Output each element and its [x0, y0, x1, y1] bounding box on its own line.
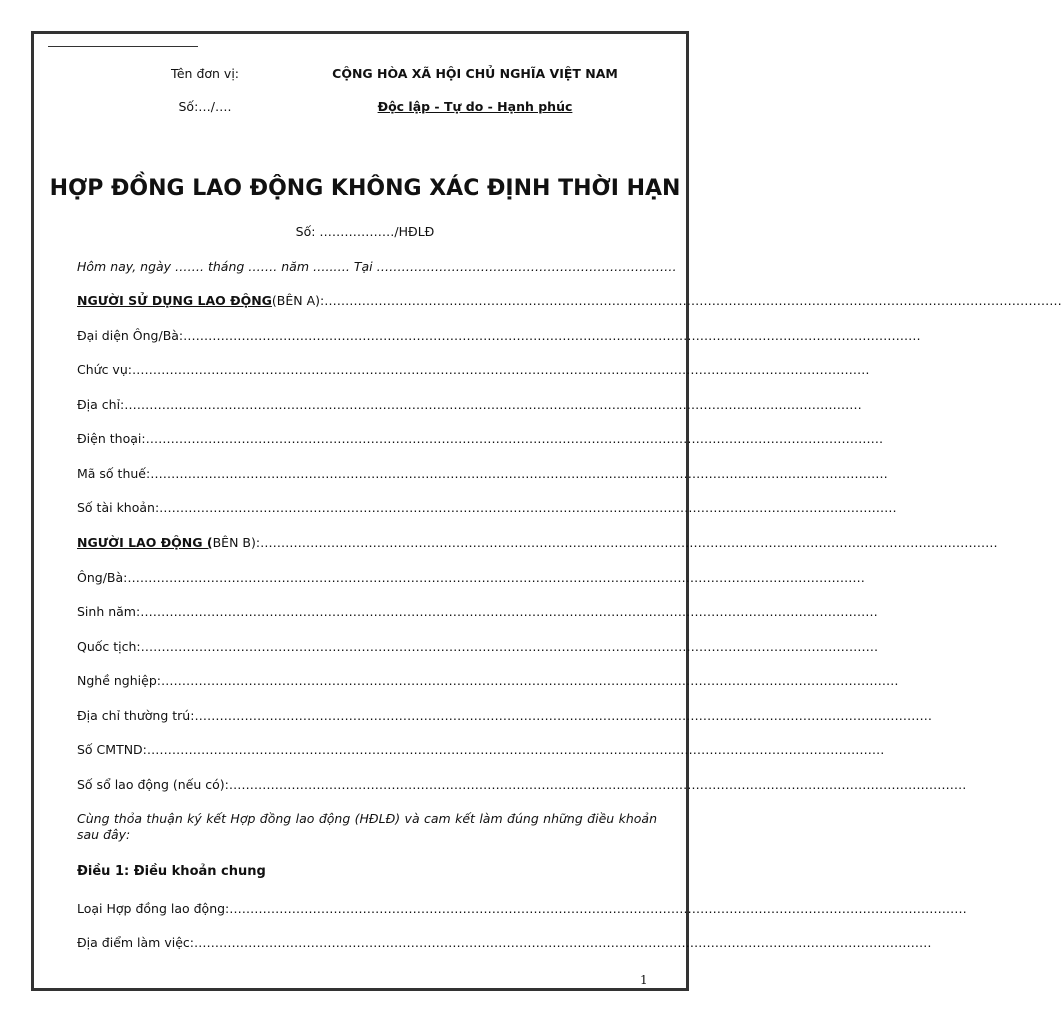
- occupation-row: [77, 673, 899, 689]
- unit-label: Tên đơn vị:: [170, 66, 240, 81]
- birth-year-row: [77, 604, 878, 620]
- birth-year-label: Sinh năm:: [77, 604, 141, 619]
- fill-in-dots[interactable]: ……………………………………………………………………………………………………………………………………………………………: [260, 535, 998, 550]
- phone-row: [77, 431, 884, 447]
- account-field[interactable]: ……………………………………………………………………………………………………………………………………………………………: [159, 500, 897, 515]
- tax-code-row: [77, 466, 888, 482]
- address-field[interactable]: ……………………………………………………………………………………………………………………………………………………………: [124, 397, 862, 412]
- contract-number: Số: ………………/HĐLĐ: [295, 224, 435, 239]
- national-motto: Độc lập - Tự do - Hạnh phúc: [377, 99, 573, 114]
- party-b-heading-suffix: BÊN B):: [212, 535, 261, 550]
- agreement-paragraph: Cùng thỏa thuận ký kết Hợp đồng lao động (HĐLĐ) và cam kết làm đúng những điều khoản sau đây:: [77, 811, 657, 842]
- id-number-label: Số CMTND:: [77, 742, 147, 757]
- name-field[interactable]: ……………………………………………………………………………………………………………………………………………………………: [127, 570, 865, 585]
- residence-field[interactable]: ……………………………………………………………………………………………………………………………………………………………: [194, 708, 932, 723]
- labor-book-field[interactable]: ……………………………………………………………………………………………………………………………………………………………: [228, 777, 967, 792]
- name-label: Ông/Bà:: [77, 570, 128, 585]
- article-1-heading: Điều 1: Điều khoản chung: [77, 864, 266, 879]
- workplace-label: Địa điểm làm việc:: [77, 935, 194, 950]
- contract-type-field[interactable]: ……………………………………………………………………………………………………………………………………………………………: [229, 901, 967, 916]
- date-line: [77, 259, 677, 275]
- representative-field[interactable]: ……………………………………………………………………………………………………………………………………………………………: [183, 328, 921, 343]
- top-rule: [48, 46, 198, 47]
- party-b-heading: NGƯỜI LAO ĐỘNG (: [77, 535, 213, 550]
- account-label: Số tài khoản:: [77, 500, 160, 515]
- residence-label: Địa chỉ thường trú:: [77, 708, 195, 723]
- party-a-heading-row: [77, 293, 1062, 309]
- occupation-label: Nghề nghiệp:: [77, 673, 161, 688]
- workplace-field[interactable]: ……………………………………………………………………………………………………………………………………………………………: [193, 935, 932, 950]
- tax-code-label: Mã số thuế:: [77, 466, 151, 481]
- phone-field[interactable]: ……………………………………………………………………………………………………………………………………………………………: [145, 431, 884, 446]
- name-row: [77, 570, 865, 586]
- phone-label: Điện thoại:: [77, 431, 146, 446]
- residence-row: [77, 708, 932, 724]
- contract-type-label: Loại Hợp đồng lao động:: [77, 901, 230, 916]
- representative-label: Đại diện Ông/Bà:: [77, 328, 184, 343]
- workplace-row: [77, 935, 932, 951]
- birth-year-field[interactable]: ……………………………………………………………………………………………………………………………………………………………: [140, 604, 878, 619]
- address-row: [77, 397, 862, 413]
- representative-row: [77, 328, 921, 344]
- nationality-row: [77, 639, 879, 655]
- republic-heading: CỘNG HÒA XÃ HỘI CHỦ NGHĨA VIỆT NAM: [332, 66, 618, 81]
- party-b-heading-row: [77, 535, 998, 551]
- document-number-label: Số:…/….: [178, 99, 232, 114]
- account-row: [77, 500, 897, 516]
- address-label: Địa chỉ:: [77, 397, 125, 412]
- labor-book-label: Số sổ lao động (nếu có):: [77, 777, 229, 792]
- nationality-field[interactable]: ……………………………………………………………………………………………………………………………………………………………: [140, 639, 879, 654]
- page-number: 1: [640, 973, 648, 987]
- party-a-heading: NGƯỜI SỬ DỤNG LAO ĐỘNG: [77, 293, 272, 308]
- document-title: HỢP ĐỒNG LAO ĐỘNG KHÔNG XÁC ĐỊNH THỜI HẠN: [49, 176, 681, 201]
- id-number-field[interactable]: ……………………………………………………………………………………………………………………………………………………………: [146, 742, 885, 757]
- occupation-field[interactable]: ……………………………………………………………………………………………………………………………………………………………: [160, 673, 899, 688]
- position-field[interactable]: ……………………………………………………………………………………………………………………………………………………………: [131, 362, 870, 377]
- tax-code-field[interactable]: ……………………………………………………………………………………………………………………………………………………………: [150, 466, 888, 481]
- contract-type-row: [77, 901, 967, 917]
- position-label: Chức vụ:: [77, 362, 132, 377]
- party-a-heading-suffix: (BÊN A):: [271, 293, 325, 308]
- fill-in-dots[interactable]: ……………………………………………………………………………………………………………………………………………………………: [324, 293, 1062, 308]
- nationality-label: Quốc tịch:: [77, 639, 141, 654]
- labor-book-row: [77, 777, 967, 793]
- id-number-row: [77, 742, 885, 758]
- position-row: [77, 362, 870, 378]
- date-line-text: Hôm nay, ngày ……. tháng ……. năm …..…. Tại ………………………………………………………………: [77, 259, 677, 274]
